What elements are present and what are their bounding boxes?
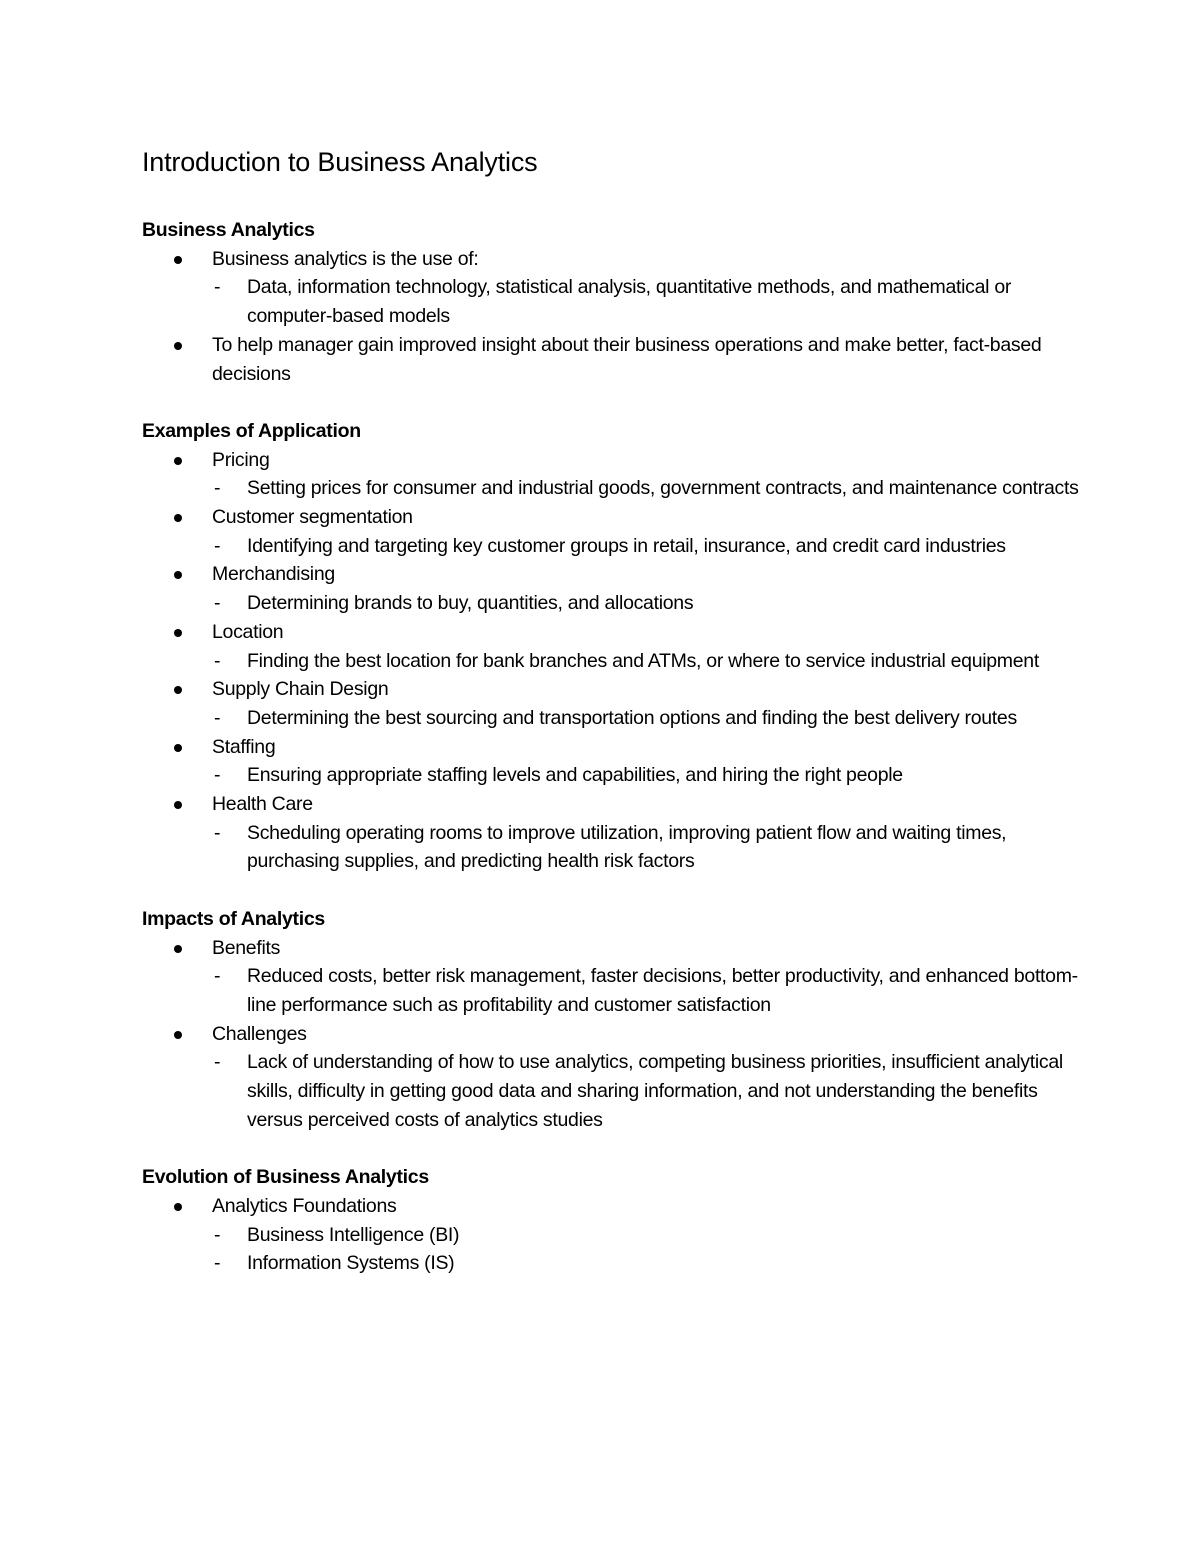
bullet-label: Pricing bbox=[212, 448, 270, 471]
dash-icon: - bbox=[214, 477, 221, 500]
sub-item bbox=[212, 589, 1082, 618]
bullet-item bbox=[142, 245, 1082, 331]
sub-item-text: Determining brands to buy, quantities, and allocations bbox=[247, 592, 694, 615]
bullet-item bbox=[142, 733, 1082, 790]
bullet-label: Business analytics is the use of: bbox=[212, 247, 479, 270]
sub-item-text: Determining the best sourcing and transportation options and finding the best delivery routes bbox=[247, 706, 1017, 729]
sub-list bbox=[212, 962, 1082, 1019]
sub-item bbox=[212, 704, 1082, 733]
section bbox=[142, 1163, 1082, 1278]
bullet-label: Challenges bbox=[212, 1022, 307, 1045]
section bbox=[142, 417, 1082, 876]
sub-item-text: Lack of understanding of how to use analytics, competing business priorities, insufficient analytical skills, difficulty in getting good data and sharing information, and not understanding the benefits versus perceived costs of analytics studies bbox=[247, 1051, 1063, 1131]
bullet-list bbox=[142, 1192, 1082, 1278]
bullet-list bbox=[142, 934, 1082, 1135]
sub-item bbox=[212, 1249, 1082, 1278]
bullet-dot-icon bbox=[174, 686, 182, 694]
bullet-label: Analytics Foundations bbox=[212, 1194, 397, 1217]
dash-icon: - bbox=[214, 276, 221, 299]
sub-item-text: Finding the best location for bank branches and ATMs, or where to service industrial equipment bbox=[247, 649, 1039, 672]
bullet-dot-icon bbox=[174, 256, 182, 264]
sub-list bbox=[212, 589, 1082, 618]
bullet-dot-icon bbox=[174, 1203, 182, 1211]
bullet-dot-icon bbox=[174, 571, 182, 579]
sub-item-text: Business Intelligence (BI) bbox=[247, 1223, 460, 1246]
bullet-item bbox=[142, 618, 1082, 675]
bullet-list bbox=[142, 446, 1082, 877]
sub-item-text: Reduced costs, better risk management, faster decisions, better productivity, and enhanced bottom-line performance such as profitability and customer satisfaction bbox=[247, 965, 1078, 1016]
document-page bbox=[142, 144, 1082, 1307]
dash-icon: - bbox=[214, 706, 221, 729]
dash-icon: - bbox=[214, 592, 221, 615]
section-heading: Examples of Application bbox=[142, 419, 361, 442]
section bbox=[142, 905, 1082, 1135]
sub-item bbox=[212, 761, 1082, 790]
dash-icon: - bbox=[214, 649, 221, 672]
dash-icon: - bbox=[214, 764, 221, 787]
sub-list bbox=[212, 819, 1082, 876]
section-heading: Business Analytics bbox=[142, 219, 315, 241]
sub-item bbox=[212, 532, 1082, 561]
sub-item bbox=[212, 273, 1082, 330]
dash-icon: - bbox=[214, 1252, 221, 1275]
bullet-item bbox=[142, 331, 1082, 388]
bullet-dot-icon bbox=[174, 744, 182, 752]
bullet-item bbox=[142, 446, 1082, 503]
bullet-item bbox=[142, 560, 1082, 617]
sub-item-text: Scheduling operating rooms to improve utilization, improving patient flow and waiting times, purchasing supplies, and predicting health risk factors bbox=[247, 821, 1007, 873]
dash-icon: - bbox=[214, 1223, 221, 1246]
bullet-dot-icon bbox=[174, 1031, 182, 1039]
bullet-label: Customer segmentation bbox=[212, 506, 413, 529]
bullet-list bbox=[142, 245, 1082, 389]
bullet-dot-icon bbox=[174, 514, 182, 522]
bullet-dot-icon bbox=[174, 629, 182, 637]
bullet-label: Location bbox=[212, 620, 284, 643]
bullet-label: Supply Chain Design bbox=[212, 678, 389, 701]
sub-item bbox=[212, 474, 1082, 503]
dash-icon: - bbox=[214, 965, 221, 988]
sub-list bbox=[212, 647, 1082, 676]
bullet-label: Merchandising bbox=[212, 563, 335, 586]
bullet-dot-icon bbox=[174, 801, 182, 809]
sub-item-text: Data, information technology, statistical analysis, quantitative methods, and mathematical or computer-based models bbox=[247, 276, 1012, 328]
sections-container bbox=[142, 216, 1082, 1278]
dash-icon: - bbox=[214, 534, 221, 557]
sub-list bbox=[212, 532, 1082, 561]
section-heading: Evolution of Business Analytics bbox=[142, 1166, 429, 1189]
sub-list bbox=[212, 761, 1082, 790]
section bbox=[142, 216, 1082, 388]
sub-list bbox=[212, 474, 1082, 503]
bullet-label: Benefits bbox=[212, 936, 281, 959]
page-title: Introduction to Business Analytics bbox=[142, 147, 538, 177]
bullet-label: To help manager gain improved insight about their business operations and make better, fact-based decisions bbox=[212, 333, 1042, 385]
bullet-item bbox=[142, 934, 1082, 1020]
bullet-item bbox=[142, 503, 1082, 560]
sub-list bbox=[212, 273, 1082, 330]
sub-item-text: Information Systems (IS) bbox=[247, 1252, 455, 1275]
bullet-item bbox=[142, 1020, 1082, 1135]
sub-item bbox=[212, 962, 1082, 1019]
sub-item bbox=[212, 1048, 1082, 1134]
bullet-item bbox=[142, 790, 1082, 876]
bullet-label: Health Care bbox=[212, 793, 313, 816]
sub-list bbox=[212, 1048, 1082, 1134]
sub-item-text: Setting prices for consumer and industrial goods, government contracts, and maintenance contracts bbox=[247, 477, 1079, 500]
sub-item-text: Identifying and targeting key customer groups in retail, insurance, and credit card industries bbox=[247, 534, 1006, 557]
bullet-item bbox=[142, 675, 1082, 732]
dash-icon: - bbox=[214, 821, 221, 844]
bullet-label: Staffing bbox=[212, 735, 276, 758]
sub-item bbox=[212, 819, 1082, 876]
bullet-dot-icon bbox=[174, 457, 182, 465]
sub-list bbox=[212, 1221, 1082, 1278]
bullet-dot-icon bbox=[174, 342, 182, 350]
sub-item bbox=[212, 647, 1082, 676]
bullet-dot-icon bbox=[174, 945, 182, 953]
section-heading: Impacts of Analytics bbox=[142, 907, 325, 930]
sub-item-text: Ensuring appropriate staffing levels and capabilities, and hiring the right people bbox=[247, 764, 903, 787]
sub-item bbox=[212, 1221, 1082, 1250]
bullet-item bbox=[142, 1192, 1082, 1278]
dash-icon: - bbox=[214, 1051, 221, 1074]
sub-list bbox=[212, 704, 1082, 733]
